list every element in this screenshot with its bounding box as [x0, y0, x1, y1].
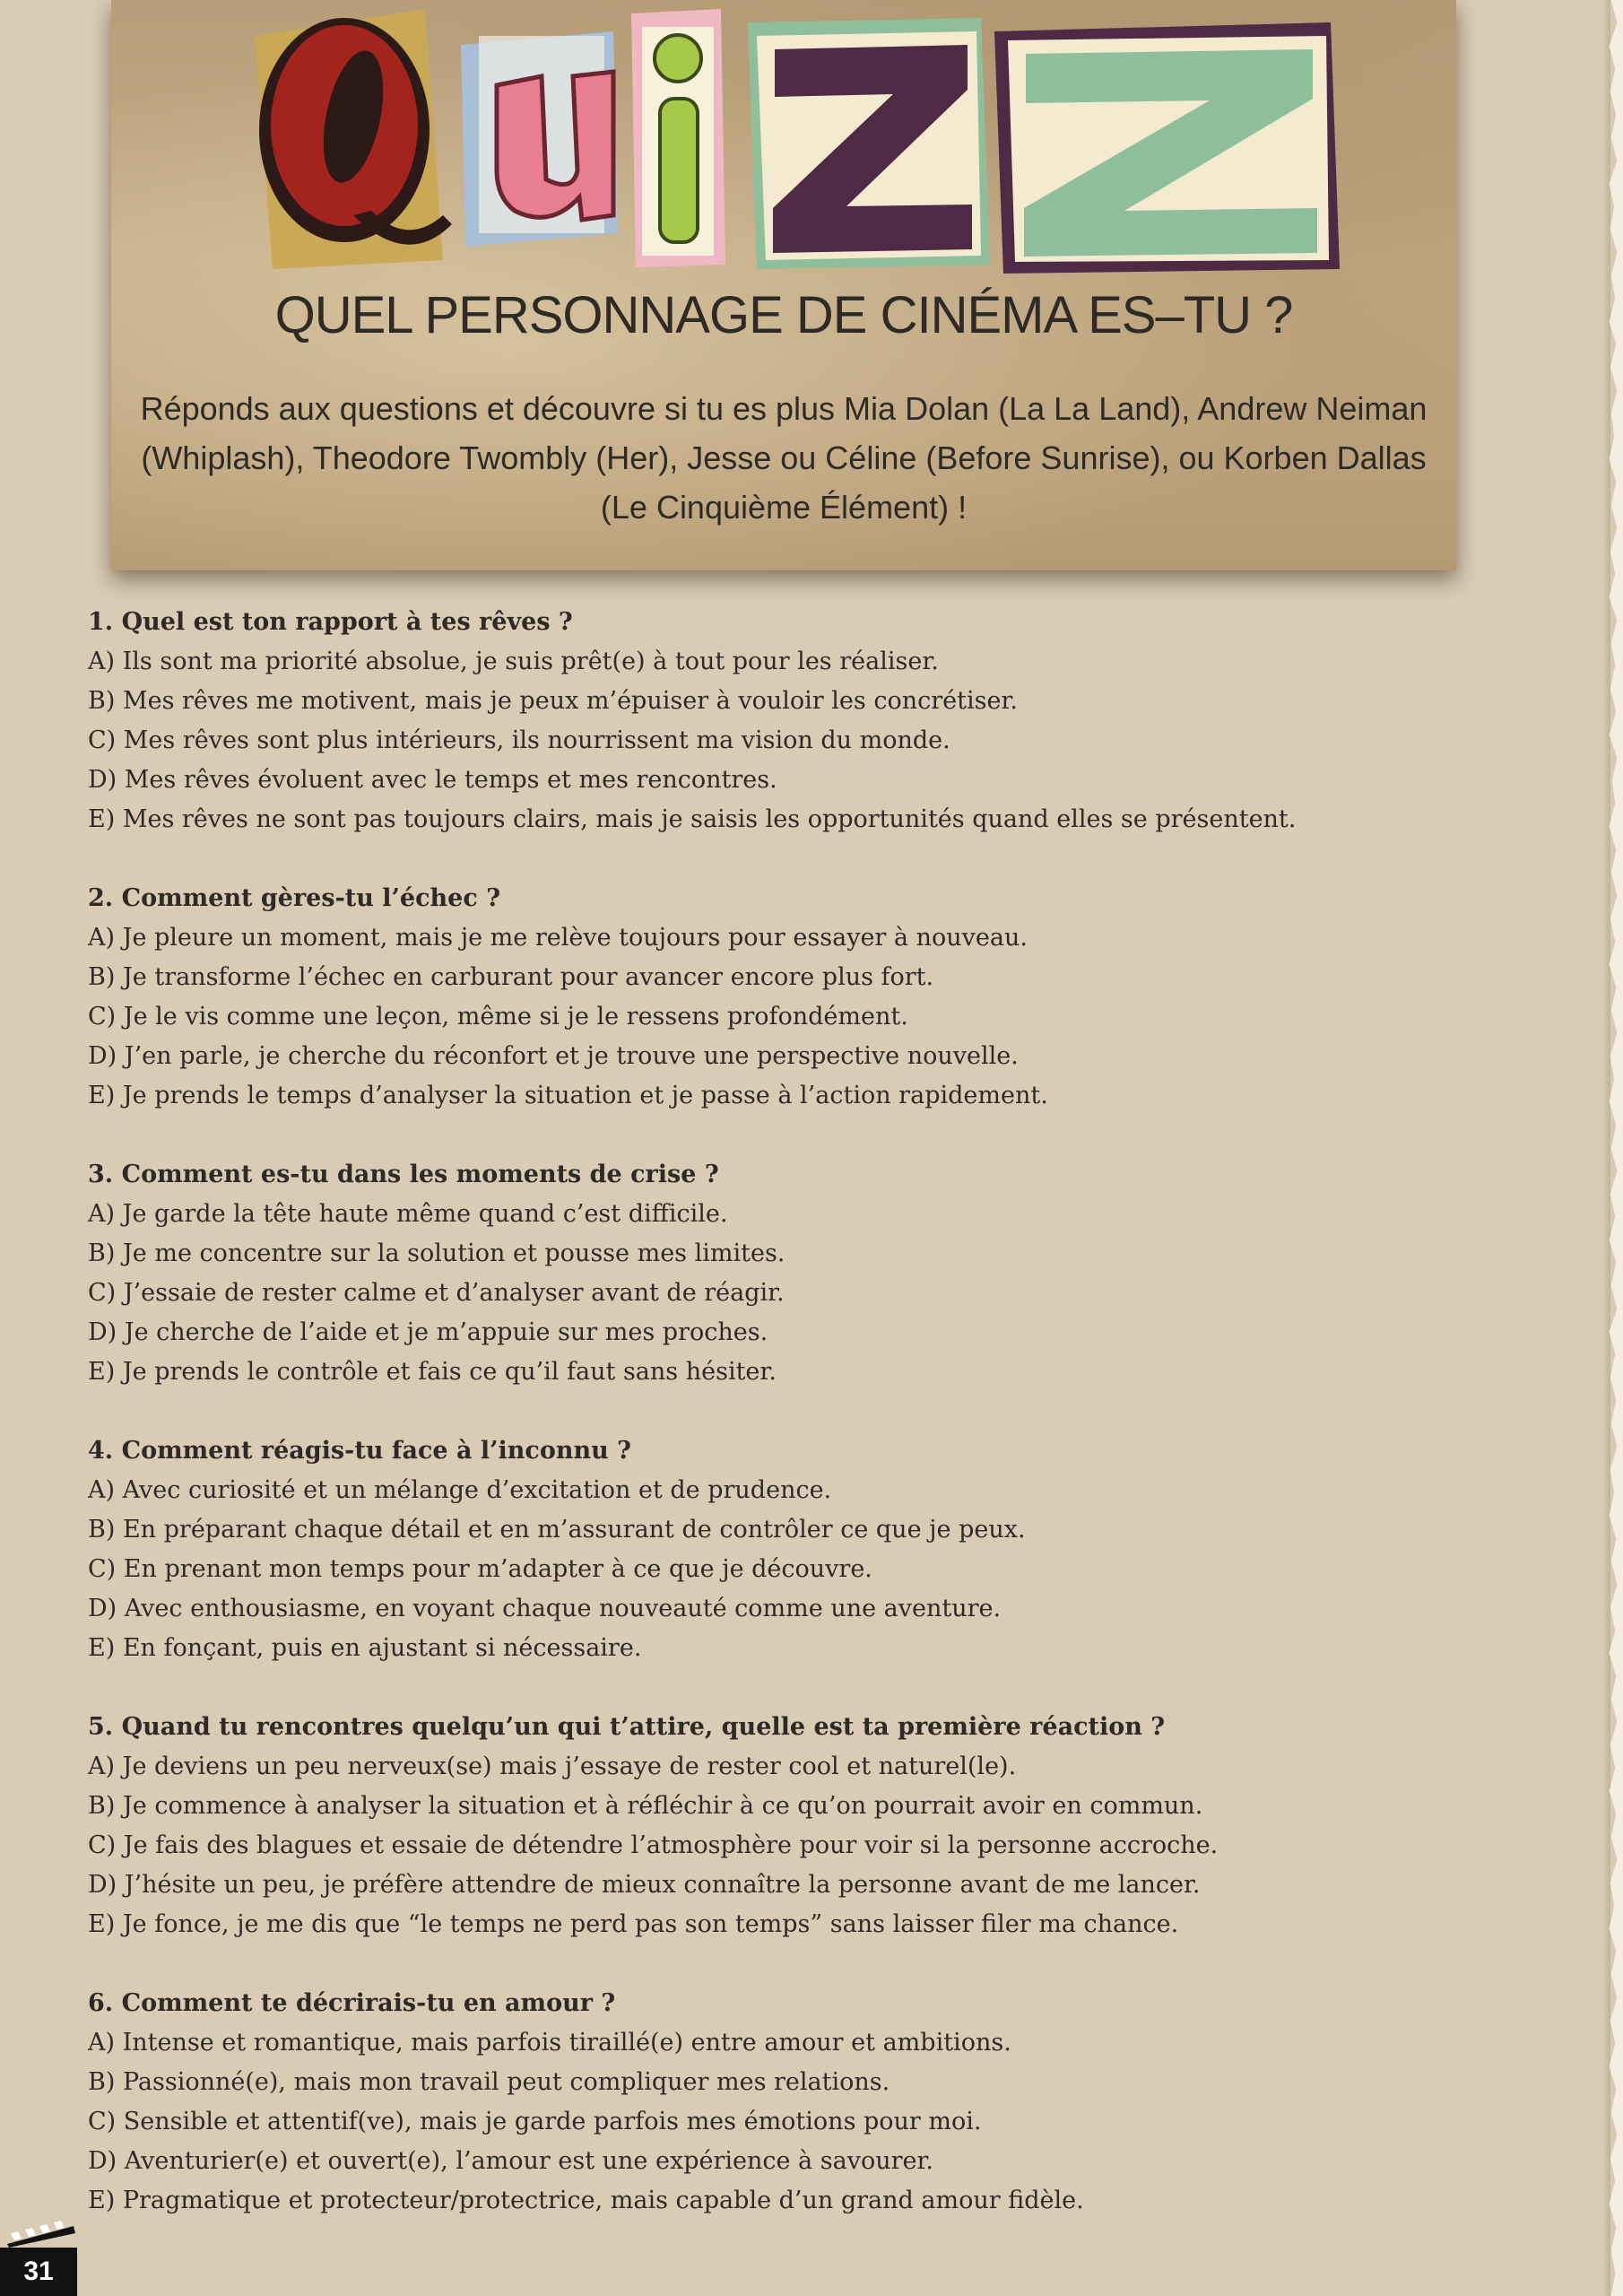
torn-edge-shadow [1603, 0, 1610, 2296]
answer-option: B) En préparant chaque détail et en m’assurant de contrôler ce que je peux. [88, 1516, 1026, 1544]
answer-option: D) J’en parle, je cherche du réconfort et je trouve une perspective nouvelle. [88, 1042, 1019, 1070]
answer-option: A) Je deviens un peu nerveux(se) mais j’essaye de rester cool et naturel(le). [88, 1752, 1017, 1780]
answer-option: E) Mes rêves ne sont pas toujours clairs, mais je saisis les opportunités quand elles se présentent. [88, 805, 1297, 833]
question-1 [88, 603, 1487, 839]
question-title: 1. Quel est ton rapport à tes rêves ? [88, 608, 573, 636]
answer-option: E) En fonçant, puis en ajustant si nécessaire. [88, 1634, 642, 1662]
answer-option: C) Je fais des blagues et essaie de détendre l’atmosphère pour voir si la personne accroche. [88, 1831, 1219, 1859]
answer-option: C) En prenant mon temps pour m’adapter à ce que je découvre. [88, 1555, 872, 1583]
question-title: 4. Comment réagis-tu face à l’inconnu ? [88, 1437, 631, 1465]
answer-option: A) Je garde la tête haute même quand c’est difficile. [88, 1200, 728, 1228]
answer-option: B) Je me concentre sur la solution et pousse mes limites. [88, 1239, 785, 1267]
page-number-badge [0, 2215, 81, 2296]
answer-option: D) Avec enthousiasme, en voyant chaque nouveauté comme une aventure. [88, 1595, 1002, 1622]
logo-letter-u [461, 31, 618, 247]
answer-option: E) Je prends le contrôle et fais ce qu’il faut sans hésiter. [88, 1358, 777, 1386]
answer-option: B) Passionné(e), mais mon travail peut compliquer mes relations. [88, 2068, 890, 2096]
logo-letter-z1 [748, 18, 990, 269]
answer-option: B) Mes rêves me motivent, mais je peux m’épuiser à vouloir les concrétiser. [88, 687, 1018, 715]
quiz-title: QUEL PERSONNAGE DE CINÉMA ES–TU ? [274, 286, 1293, 344]
answer-option: C) Mes rêves sont plus intérieurs, ils nourrissent ma vision du monde. [88, 726, 950, 754]
answer-option: C) J’essaie de rester calme et d’analyser avant de réagir. [88, 1279, 785, 1307]
question-5 [88, 1708, 1487, 1944]
answer-option: B) Je transforme l’échec en carburant pour avancer encore plus fort. [88, 963, 934, 991]
quiz-header-card [111, 0, 1456, 570]
logo-letter-q [255, 9, 452, 269]
question-title: 6. Comment te décrirais-tu en amour ? [88, 1989, 616, 2017]
answer-option: A) Intense et romantique, mais parfois tiraillé(e) entre amour et ambitions. [88, 2029, 1011, 2057]
answer-option: A) Ils sont ma priorité absolue, je suis prêt(e) à tout pour les réaliser. [88, 648, 939, 675]
answer-option: C) Je le vis comme une leçon, même si je le ressens profondément. [88, 1003, 908, 1031]
answer-option: A) Avec curiosité et un mélange d’excitation et de prudence. [88, 1476, 832, 1504]
answer-option: D) Mes rêves évoluent avec le temps et mes rencontres. [88, 766, 777, 794]
answer-option: C) Sensible et attentif(ve), mais je garde parfois mes émotions pour moi. [88, 2108, 982, 2135]
question-title: 3. Comment es-tu dans les moments de crise ? [88, 1161, 719, 1188]
answer-option: A) Je pleure un moment, mais je me relève toujours pour essayer à nouveau. [88, 924, 1028, 952]
answer-option: D) Aventurier(e) et ouvert(e), l’amour est une expérience à savourer. [88, 2147, 933, 2175]
answer-option: D) Je cherche de l’aide et je m’appuie sur mes proches. [88, 1318, 768, 1346]
question-6 [88, 1984, 1487, 2221]
answer-option: E) Je prends le temps d’analyser la situation et je passe à l’action rapidement. [88, 1082, 1048, 1109]
answer-option: E) Je fonce, je me dis que “le temps ne perd pas son temps” sans laisser filer ma chance. [88, 1910, 1179, 1938]
answer-option: D) J’hésite un peu, je préfère attendre de mieux connaître la personne avant de me lancer. [88, 1871, 1201, 1899]
answer-option: E) Pragmatique et protecteur/protectrice, mais capable d’un grand amour fidèle. [88, 2187, 1084, 2214]
question-2 [88, 879, 1487, 1116]
clapperboard-icon [5, 2221, 77, 2248]
question-4 [88, 1431, 1487, 1668]
page-number: 31 [0, 2248, 77, 2296]
quizz-logo [219, 0, 1349, 278]
question-title: 2. Comment gères-tu l’échec ? [88, 884, 501, 912]
logo-letter-z2 [994, 22, 1340, 274]
questions-list [88, 603, 1487, 2260]
question-3 [88, 1155, 1487, 1392]
quiz-intro: Réponds aux questions et découvre si tu es plus Mia Dolan (La La Land), Andrew Neiman (Whiplash), Theodore Twombly (Her), Jesse ou Céline (Before Sunrise), ou Korben Dallas (Le Cinquième Élément) ! [140, 390, 1428, 526]
answer-option: B) Je commence à analyser la situation et à réfléchir à ce qu’on pourrait avoir en commun. [88, 1792, 1203, 1820]
logo-letter-i [631, 9, 725, 267]
question-title: 5. Quand tu rencontres quelqu’un qui t’attire, quelle est ta première réaction ? [88, 1713, 1166, 1741]
